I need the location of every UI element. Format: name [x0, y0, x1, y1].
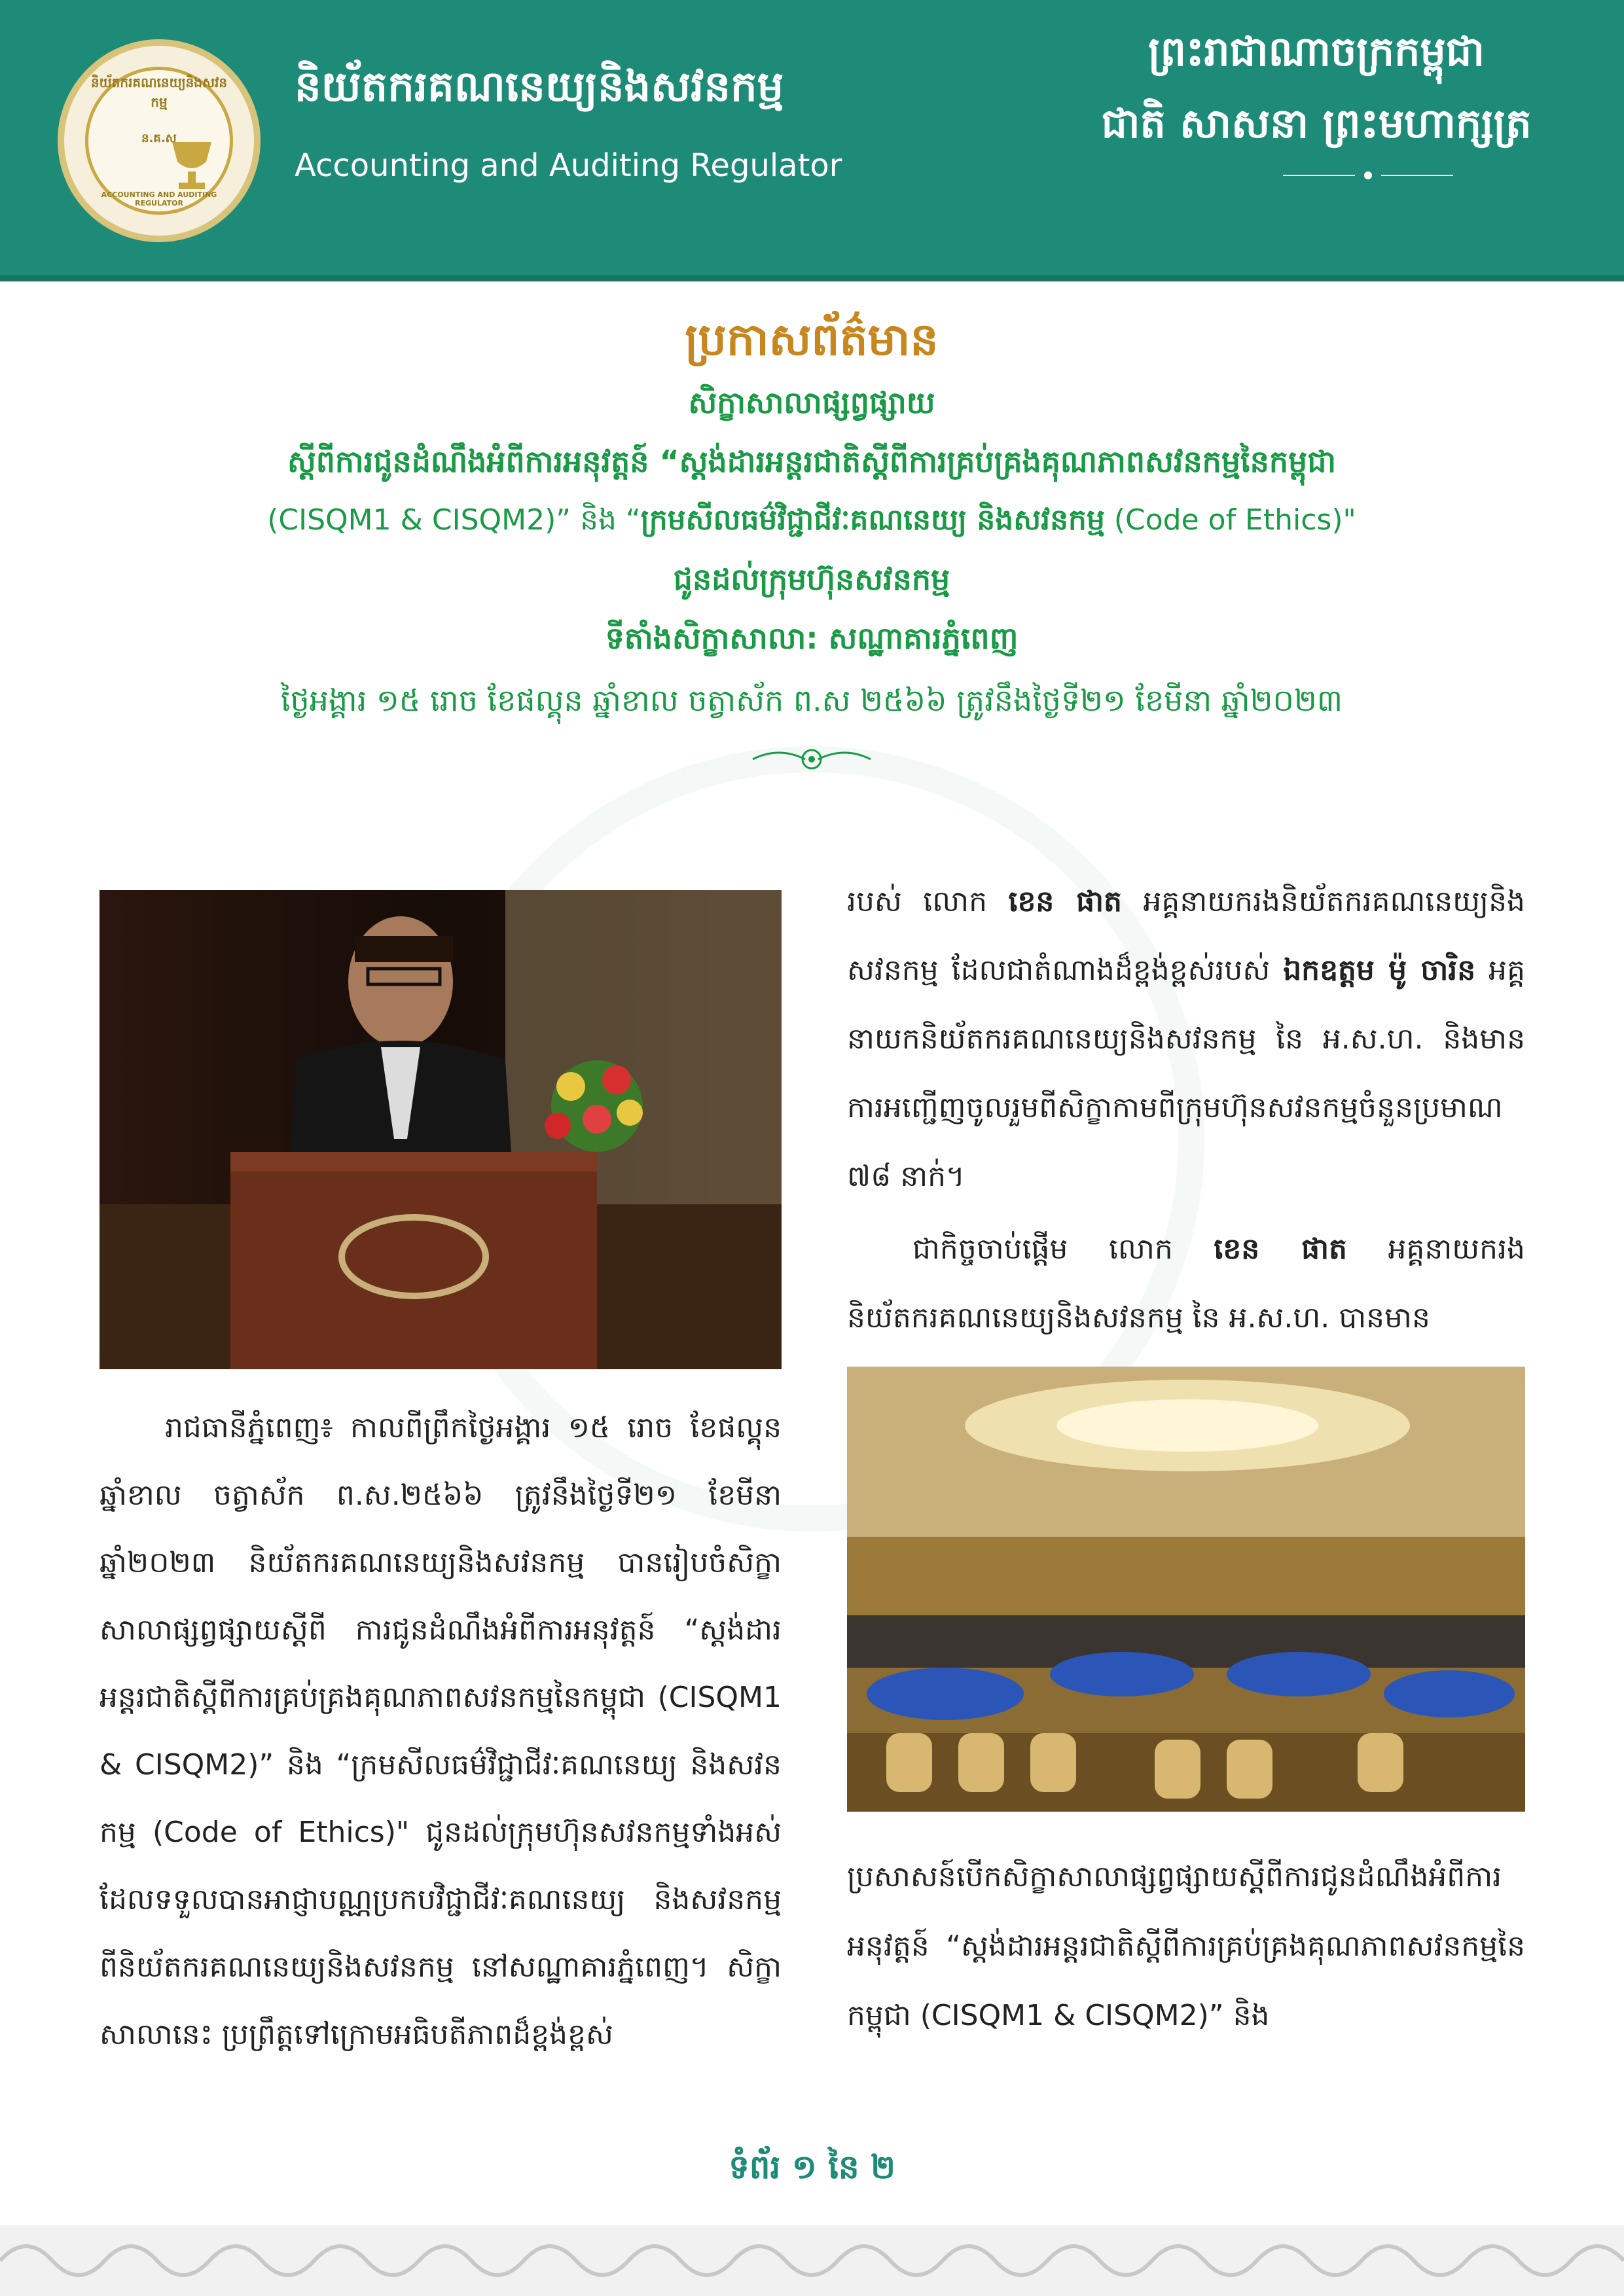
person-name: ខេន ផាត — [1214, 1232, 1347, 1266]
body-right-column-top — [847, 867, 1525, 1352]
decorative-border-icon — [0, 2225, 1624, 2296]
person-name: ខេន ផាត — [1008, 885, 1122, 918]
header-banner — [0, 0, 1624, 275]
title-block — [105, 308, 1519, 772]
body-paragraph-chair — [847, 867, 1525, 1211]
announcement-heading: ប្រកាសព័ត៌មាន — [685, 314, 939, 366]
ornament-divider-icon — [1283, 169, 1453, 182]
text-segment: អគ្គនាយកនិយ័តករគណនេយ្យនិងសវនកម្ម នៃ អ.ស.ហ. និងមានការអញ្ជើញចូលរួមពីសិក្ខាកាមពីក្រុមហ៊ុនសវនកម្មចំនួនប្រមាណ ៧៨ នាក់។ — [847, 954, 1525, 1193]
flower-ornament-icon — [746, 746, 877, 772]
org-name-khmer: និយ័តករគណនេយ្យនិងសវនកម្ម — [295, 63, 784, 111]
org-logo — [58, 39, 261, 242]
audience-line: ជូនដល់ក្រុមហ៊ុនសវនកម្ម — [673, 562, 950, 597]
date-line: ថ្ងៃអង្គារ ១៥ រោច ខែផល្គុន ឆ្នាំខាល ចត្វាស័ក ព.ស ២៥៦៦ ត្រូវនឹងថ្ងៃទី២១ ខែមីនា ឆ្នាំ២០២៣ — [280, 683, 1343, 718]
body-paragraph-intro: រាជធានីភ្នំពេញ៖ កាលពីព្រឹកថ្ងៃអង្គារ ១៥ រោច ខែផល្គុន ឆ្នាំខាល ចត្វាស័ក ព.ស.២៥៦៦ ត្រូវនឹងថ្ងៃទី២១ ខែមីនា ឆ្នាំ២០២៣ និយ័តករគណនេយ្យនិងសវនកម្ម បានរៀបចំសិក្ខាសាលាផ្សព្វផ្សាយស្តីពី ការជូនដំណឹងអំពីការអនុវត្តន៍ “ស្តង់ដារអន្តរជាតិស្តីពីការគ្រប់គ្រងគុណភាពសវនកម្មនៃកម្ពុជា (CISQM1 & CISQM2)” និង “ក្រមសីលធម៌វិជ្ជាជីវៈគណនេយ្យ និងសវនកម្ម (Code of Ethics)" ជូនដល់ក្រុមហ៊ុនសវនកម្មទាំងអស់ ដែលទទួលបានអាជ្ញាបណ្ណប្រកបវិជ្ជាជីវៈគណនេយ្យ និងសវនកម្ម ពីនិយ័តករគណនេយ្យនិងសវនកម្ម នៅសណ្ឋាគារភ្នំពេញ។ សិក្ខាសាលានេះ ប្រព្រឹត្តទៅក្រោមអធិបតីភាពដ៏ខ្ពង់ខ្ពស់ — [99, 1411, 782, 2051]
logo-emblem — [85, 67, 233, 215]
subject-line-2-c: (Code of Ethics)" — [1104, 503, 1356, 537]
body-right-column-bottom — [847, 1842, 1525, 2051]
kingdom-title: ព្រះរាជាណាចក្រកម្ពុជា — [1148, 27, 1485, 75]
logo-text-top: និយ័តករគណនេយ្យនិងសវនកម្ម — [90, 75, 228, 110]
body-paragraph-opening — [847, 1215, 1525, 1352]
header-rule — [0, 275, 1624, 281]
logo-abbrev: ន.គ.ស — [141, 132, 177, 145]
subject-line-2 — [105, 491, 1519, 550]
photo-speaker-podium — [99, 890, 782, 1369]
page-number: ទំព័រ ១ នៃ ២ — [729, 2148, 895, 2186]
event-name: សិក្ខាសាលាផ្សព្វផ្សាយ — [688, 385, 935, 420]
subject-line-2-b: ក្រមសីលធម៌វិជ្ជាជីវៈគណនេយ្យ និងសវនកម្ម — [640, 503, 1105, 537]
text-segment: របស់ លោក — [847, 885, 1009, 918]
body-paragraph-continued: ប្រសាសន៍បើកសិក្ខាសាលាផ្សព្វផ្សាយស្តីពីការជូនដំណឹងអំពីការអនុវត្តន៍ “ស្តង់ដារអន្តរជាតិស្តីពីការគ្រប់គ្រងគុណភាពសវនកម្មនៃកម្ពុជា (CISQM1 & CISQM2)” និង — [847, 1860, 1525, 2032]
text-segment: អគ្គនាយករង និយ័តករគណនេយ្យនិងសវនកម្ម នៃ អ.ស.ហ. បានមាន — [847, 1232, 1525, 1335]
logo-text-bottom: ACCOUNTING AND AUDITING REGULATOR — [101, 190, 217, 207]
venue-line: ទីតាំងសិក្ខាសាលា: សណ្ឋាគារភ្នំពេញ — [605, 620, 1019, 656]
body-left-column — [99, 1394, 782, 2068]
subject-line-2-a: (CISQM1 & CISQM2)” និង “ — [267, 503, 641, 537]
photo-conference-hall — [847, 1367, 1525, 1812]
national-motto: ជាតិ សាសនា ព្រះមហាក្សត្រ — [1101, 99, 1532, 147]
person-name: ឯកឧត្តម ម៉ូ ចារិន — [1283, 954, 1476, 987]
text-segment: ជាកិច្ចចាប់ផ្តើម លោក — [912, 1232, 1214, 1266]
subject-line-1: ស្តីពីការជូនដំណឹងអំពីការអនុវត្តន៍ “ស្តង់ដារអន្តរជាតិស្តីពីការគ្រប់គ្រងគុណភាពសវនកម្មនៃកម្ពុជា — [287, 444, 1337, 479]
org-name-english: Accounting and Auditing Regulator — [295, 147, 842, 184]
text-segment: អគ្គនាយករងនិយ័តករគណនេយ្យនិងសវនកម្ម ដែលជាតំណាងដ៏ខ្ពង់ខ្ពស់របស់ — [847, 885, 1525, 987]
